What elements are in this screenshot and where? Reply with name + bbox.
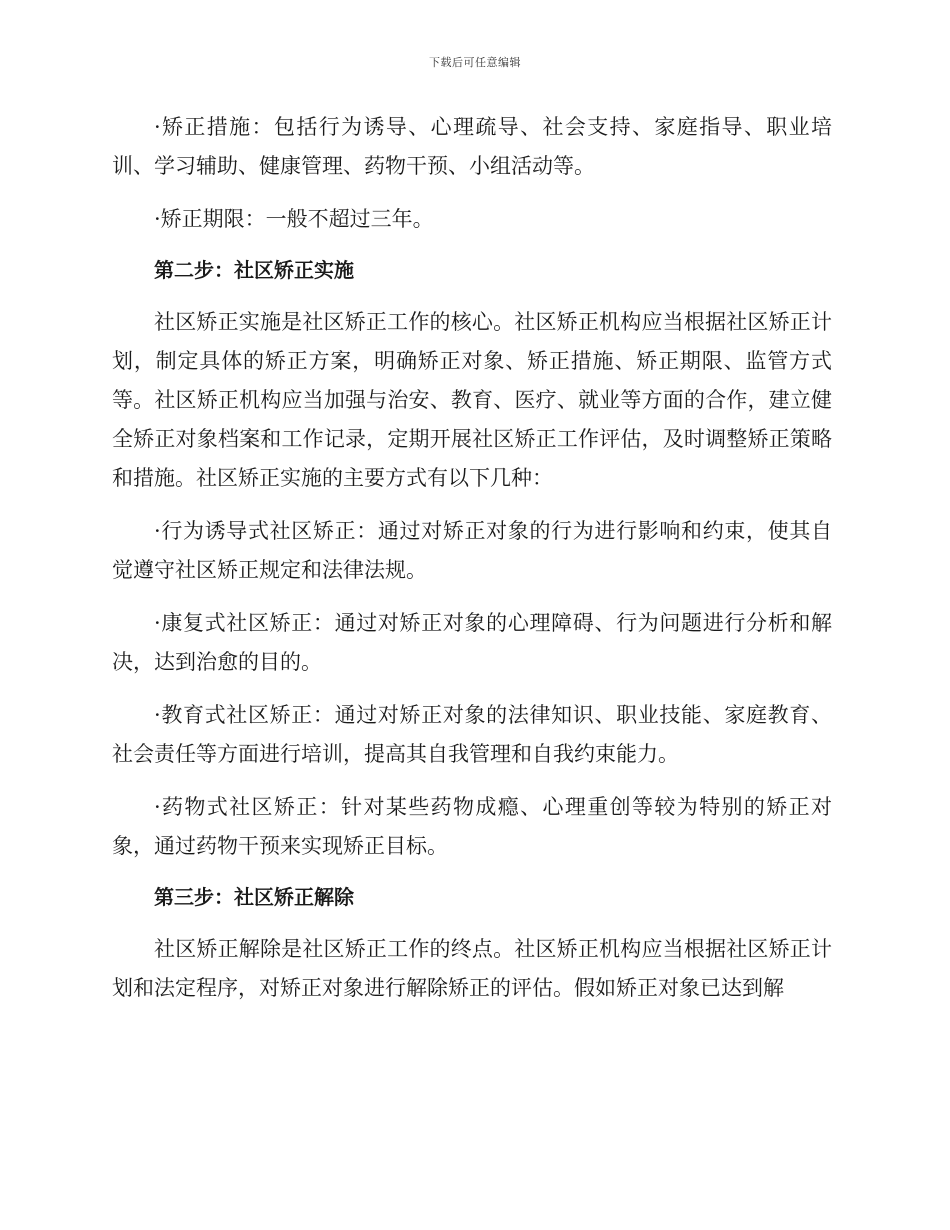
paragraph-correction-period: ·矫正期限：一般不超过三年。 xyxy=(154,207,434,231)
section-heading-step-three: 第三步：社区矫正解除 xyxy=(154,885,354,909)
document-body xyxy=(112,108,832,1022)
paragraph-education: ·教育式社区矫正：通过对矫正对象的法律知识、职业技能、家庭教育、社会责任等方面进行培训，提高其自我管理和自我约束能力。 xyxy=(112,703,832,766)
paragraph-implementation-intro: 社区矫正实施是社区矫正工作的核心。社区矫正机构应当根据社区矫正计划，制定具体的矫正方案，明确矫正对象、矫正措施、矫正期限、监管方式等。社区矫正机构应当加强与治安、教育、医疗、就业等方面的合作，建立健全矫正对象档案和工作记录，定期开展社区矫正工作评估，及时调整矫正策略和措施。社区矫正实施的主要方式有以下几种： xyxy=(112,310,832,490)
page-header: 下载后可任意编辑 xyxy=(429,56,521,69)
section-heading-step-two: 第二步：社区矫正实施 xyxy=(154,258,354,282)
paragraph-termination-intro: 社区矫正解除是社区矫正工作的终点。社区矫正机构应当根据社区矫正计划和法定程序，对矫正对象进行解除矫正的评估。假如矫正对象已达到解 xyxy=(112,937,832,1000)
paragraph-correction-measures: ·矫正措施：包括行为诱导、心理疏导、社会支持、家庭指导、职业培训、学习辅助、健康管理、药物干预、小组活动等。 xyxy=(112,115,832,178)
paragraph-behavior-guidance: ·行为诱导式社区矫正：通过对矫正对象的行为进行影响和约束，使其自觉遵守社区矫正规定和法律法规。 xyxy=(112,519,832,582)
paragraph-medication: ·药物式社区矫正：针对某些药物成瘾、心理重创等较为特别的矫正对象，通过药物干预来实现矫正目标。 xyxy=(112,795,832,858)
paragraph-rehabilitation: ·康复式社区矫正：通过对矫正对象的心理障碍、行为问题进行分析和解决，达到治愈的目的。 xyxy=(112,611,832,674)
